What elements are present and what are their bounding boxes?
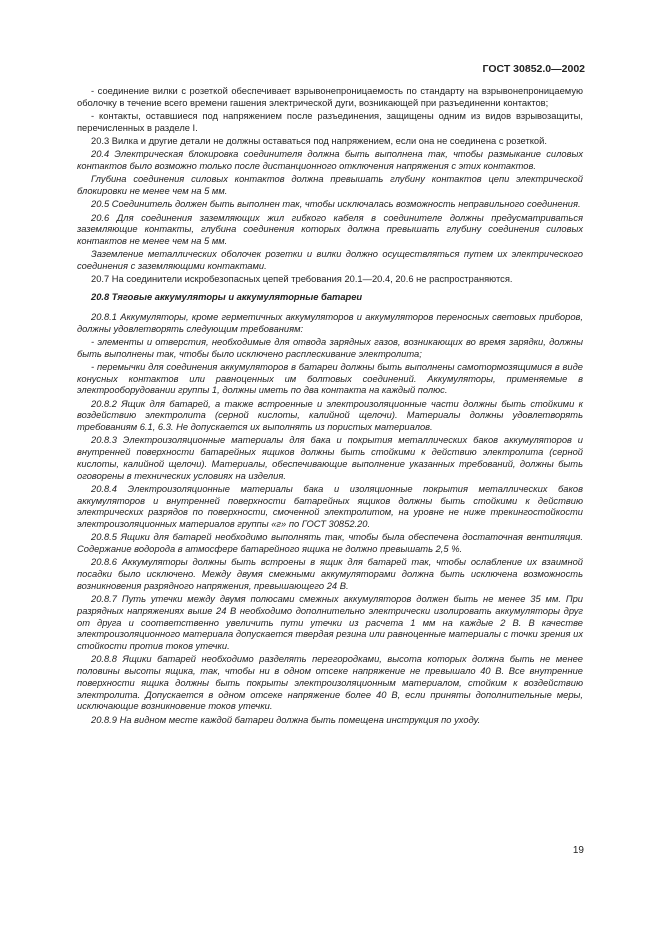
paragraph: 20.4 Электрическая блокировка соединителя должна быть выполнена так, чтобы размыкание силовых контактов было возможно только после дистанционного отключения напряжения с этих контактов. (77, 149, 583, 171)
paragraph: 20.8.7 Путь утечки между двумя полюсами смежных аккумуляторов должен быть не менее 35 мм. При разрядных напряжениях выше 24 В необходимо дополнительно электрически изолировать аккумуляторы друг от друга и соответственно увеличить пути утечки из расчета 1 мм на каждые 2 В. В качестве электроизоляционного материала допускается твердая резина или равноценные материалы с точки зрения их стойкости против токов утечки. (77, 594, 583, 651)
paragraph: - перемычки для соединения аккумуляторов в батареи должны быть выполнены самотормозящимися в виде конусных контактов или равноценных им болтовых соединений. Аккумуляторы, применяемые в электрооборудовании группы 1, должны иметь по два контакта на каждый полюс. (77, 361, 583, 396)
paragraph: 20.8.4 Электроизоляционные материалы бака и изоляционные покрытия металлических баков аккумуляторов и внутренней поверхности батарейных ящиков должны быть стойкими к действию электрических разрядов по поверхности, смоченной электролитом, на уровне не ниже трекингостойкости электроизоляционных материалов группы «г» по ГОСТ 30852.20. (77, 483, 583, 529)
document-body (77, 86, 583, 728)
paragraph: 20.8.8 Ящики батарей необходимо разделять перегородками, высота которых должна быть не менее половины высоты ящика, так, чтобы ни в одном отсеке напряжение не превышало 40 В. Все внутренние поверхности ящика должны быть покрыты электроизоляционным материалом, стойким к воздействию электролита. Допускается в одном отсеке напряжение более 40 В, если приняты дополнительные меры, исключающие возникновение токов утечки. (77, 654, 583, 712)
paragraph: 20.8.9 На видном месте каждой батареи должна быть помещена инструкция по уходу. (91, 714, 481, 725)
document-header: ГОСТ 30852.0—2002 (482, 63, 585, 75)
paragraph: - контакты, оставшиеся под напряжением после разъединения, защищены одним из видов взрывозащиты, перечисленных в разделе I. (77, 111, 583, 133)
paragraph: 20.7 На соединители искробезопасных цепей требования 20.1—20.4, 20.6 не распространяются. (91, 274, 513, 285)
paragraph: 20.6 Для соединения заземляющих жил гибкого кабеля в соединителе должны предусматриваться заземляющие контакты, глубина соединения которых должна превышать глубину соединения силовых контактов не менее чем на 5 мм. (77, 212, 583, 246)
paragraph: 20.8.3 Электроизоляционные материалы для бака и покрытия металлических баков аккумуляторов и внутренней поверхности батарейных ящиков должны быть стойкими к действию электролита (серной кислоты, калийной щелочи). Материалы, обеспечивающие выполнение указанных требований, должны быть оговорены в технических условиях на изделия. (77, 435, 583, 481)
paragraph: 20.8.2 Ящик для батарей, а также встроенные и электроизоляционные части должны быть стойкими к воздействию электролита (серной кислоты, калийной щелочи). Материалы должны удовлетворять требованиям 6.1, 6.3. Не допускается их выполнять из пористых материалов. (77, 398, 583, 432)
paragraph: 20.8.1 Аккумуляторы, кроме герметичных аккумуляторов и аккумуляторов переносных световых приборов, должны удовлетворять следующим требованиям: (77, 311, 583, 334)
paragraph: 20.8.6 Аккумуляторы должны быть встроены в ящик для батарей так, чтобы ослабление их взаимной посадки было исключено. Между двумя смежными аккумуляторами должна быть исключена возможность возникновения разрядного напряжения, превышающего 24 В. (77, 557, 583, 591)
paragraph: Заземление металлических оболочек розетки и вилки должно осуществляться путем их электрического соединения с заземляющими контактами. (77, 249, 583, 271)
page-number: 19 (572, 845, 584, 856)
paragraph: - элементы и отверстия, необходимые для отвода зарядных газов, возникающих во время зарядки, должны быть выполнены так, чтобы было исключено расплескивание электролита; (77, 336, 583, 359)
section-heading: 20.8 Тяговые аккумуляторы и аккумуляторные батареи (91, 292, 363, 302)
paragraph: 20.8.5 Ящики для батарей необходимо выполнять так, чтобы была обеспечена достаточная вентиляция. Содержание водорода в атмосфере батарейного ящика не должно превышать 2,5 %. (77, 532, 583, 554)
paragraph: - соединение вилки с розеткой обеспечивает взрывонепроницаемость по стандарту на взрывонепроницаемую оболочку в течение всего времени гашения электрической дуги, возникающей при разъединенни контактов; (77, 86, 583, 108)
paragraph: Глубина соединения силовых контактов должна превышать глубину контактов цепи электрической блокировки не менее чем на 5 мм. (77, 174, 583, 196)
paragraph: 20.3 Вилка и другие детали не должны оставаться под напряжением, если она не соединена с розеткой. (91, 136, 547, 146)
paragraph: 20.5 Соединитель должен быть выполнен так, чтобы исключалась возможность неправильного соединения. (91, 199, 581, 210)
